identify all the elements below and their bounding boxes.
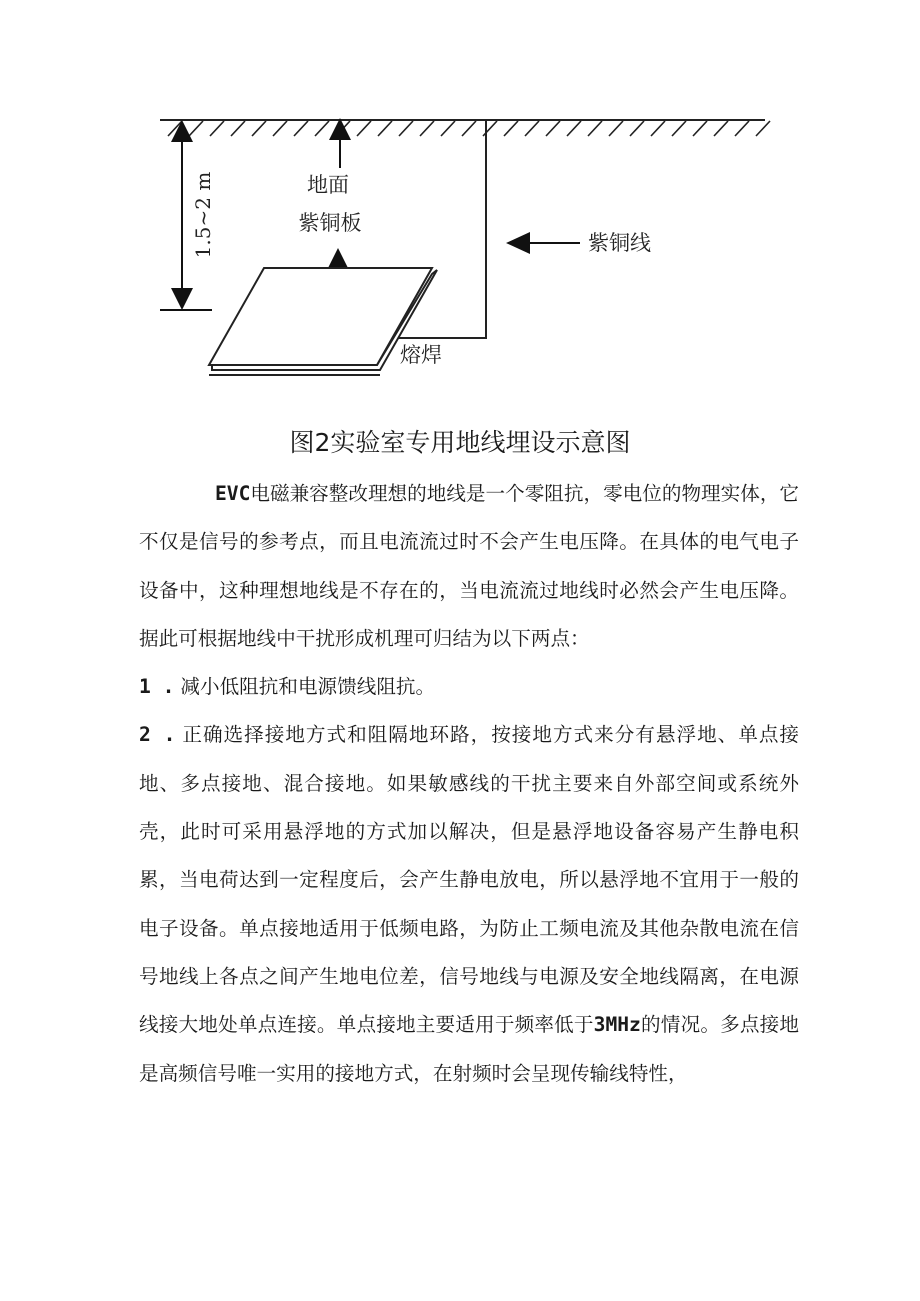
hatch-stroke	[714, 121, 728, 136]
hatch-stroke	[588, 121, 602, 136]
hatch-stroke	[189, 121, 203, 136]
ground-pointer-arrow	[329, 118, 351, 140]
ground-label: 地面	[307, 173, 349, 197]
hatch-stroke	[252, 121, 266, 136]
wire-pointer-arrow	[506, 232, 530, 254]
paragraph-intro	[139, 470, 799, 663]
hatch-stroke	[315, 121, 329, 136]
weld-label: 熔焊	[400, 343, 442, 367]
hatch-stroke	[378, 121, 392, 136]
hatch-stroke	[462, 121, 476, 136]
hatch-stroke	[609, 121, 623, 136]
hatch-stroke	[273, 121, 287, 136]
hatch-stroke	[630, 121, 644, 136]
frequency-value: 3MHz	[593, 1013, 641, 1037]
hatch-stroke	[525, 121, 539, 136]
depth-arrow-up	[171, 120, 193, 142]
hatch-stroke	[399, 121, 413, 136]
hatch-stroke	[651, 121, 665, 136]
evc-term: EVC	[215, 482, 251, 505]
grounding-diagram	[0, 0, 920, 400]
hatch-stroke	[441, 121, 455, 136]
hatch-stroke	[504, 121, 518, 136]
list-item-1-text: 减小低阻抗和电源馈线阻抗。	[180, 675, 436, 699]
depth-label: 1.5~2 m	[191, 171, 215, 259]
plate-pointer-arrow	[327, 248, 349, 270]
hatch-stroke	[294, 121, 308, 136]
list-item-1-number: 1 .	[139, 675, 175, 699]
list-item-2-number: 2 .	[139, 723, 176, 747]
hatch-stroke	[357, 121, 371, 136]
article-body	[139, 470, 799, 1098]
paragraph-intro-text: 电磁兼容整改理想的地线是一个零阻抗，零电位的物理实体，它不仅是信号的参考点，而且电流流过时不会产生电压降。在具体的电气电子设备中，这种理想地线是不存在的，当电流流过地线时必然会产生电压降。据此可根据地线中干扰形成机理可归结为以下两点：	[139, 482, 800, 650]
hatch-stroke	[735, 121, 749, 136]
hatch-stroke	[672, 121, 686, 136]
hatch-stroke	[693, 121, 707, 136]
plate-label: 紫铜板	[298, 211, 362, 235]
hatch-stroke	[231, 121, 245, 136]
hatch-stroke	[420, 121, 434, 136]
ground-hatching	[168, 121, 770, 136]
list-item-2-text-b: 的情况。多点接地是高频信号唯一实用的接地方式，在射频时会呈现传输线特性，	[139, 1013, 800, 1085]
wire-label: 紫铜线	[588, 231, 651, 255]
hatch-stroke	[567, 121, 581, 136]
list-item-2-text-a: 正确选择接地方式和阻隔地环路，按接地方式来分有悬浮地、单点接地、多点接地、混合接地。如果敏感线的干扰主要来自外部空间或系统外壳，此时可采用悬浮地的方式加以解决，但是悬浮地设备容易产生静电积累，当电荷达到一定程度后，会产生静电放电，所以悬浮地不宜用于一般的电子设备。单点接地适用于低频电路，为防止工频电流及其他杂散电流在信号地线上各点之间产生地电位差，信号地线与电源及安全地线隔离，在电源线接大地处单点连接。单点接地主要适用于频率低于	[139, 723, 800, 1037]
hatch-stroke	[756, 121, 770, 136]
hatch-stroke	[210, 121, 224, 136]
depth-arrow-down	[171, 288, 193, 310]
hatch-stroke	[546, 121, 560, 136]
figure-caption: 图2实验室专用地线埋设示意图	[289, 428, 631, 457]
list-item-1	[139, 663, 799, 711]
copper-plate	[209, 268, 432, 365]
list-item-2	[139, 711, 799, 1097]
